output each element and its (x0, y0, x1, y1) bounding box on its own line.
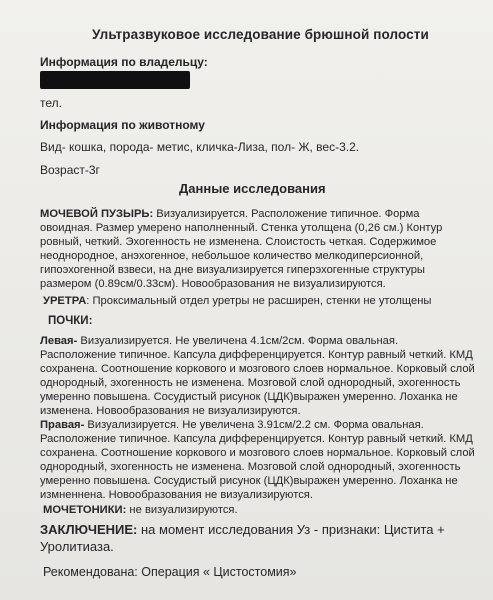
right-kidney-line-1 (40, 419, 424, 432)
left-kidney-line-5: умеренно повышена. Сосудистый рисунок (ЦДК)выражен умеренно. Лоханка не (40, 391, 458, 403)
bladder-line-6: размером (0.89см/0.33см). Новообразования не визуализируются. (40, 278, 386, 290)
animal-age: Возраст-3г (40, 163, 100, 177)
left-kidney-line-1 (40, 335, 398, 348)
right-kidney-text: Визуализируется. Не увеличена 3.91см/2.2 см. Форма овальная. (87, 419, 424, 431)
recommendation-label: Рекомендована: (43, 565, 138, 579)
right-kidney-line-6: измненнена. Новообразования не визуализируются. (40, 489, 313, 501)
redacted-owner-name (40, 71, 190, 89)
conclusion-label: ЗАКЛЮЧЕНИЕ: (40, 522, 138, 537)
bladder-line-2: овоидная. Размер умерено наполненный. Стенка утолщена (0,26 см.) Контур (40, 222, 443, 234)
right-kidney-line-3: сохранена. Соотношение коркового и мозгового слоев нормальное. Корковый слой (40, 447, 475, 459)
recommendation-text: Операция « Цистостомия» (137, 565, 297, 579)
conclusion-text: на момент исследования Уз - признаки: Цистита + (137, 522, 445, 537)
bladder-line-3: ровный, четкий. Эхогенность не изменена. Слоистость четкая. Содержимое (40, 236, 437, 248)
right-kidney-line-5: умеренно повышена. Сосудистый рисунок (ЦДК)выражен умеренно. Лоханка не (40, 475, 458, 487)
bladder-label: МОЧЕВОЙ ПУЗЫРЬ: (40, 208, 154, 220)
conclusion-line-1 (40, 522, 445, 537)
left-kidney-line-2: Расположение типичное. Капсула дифференцируется. Контур равный четкий. КМД (40, 349, 473, 361)
animal-info-heading: Информация по животному (40, 118, 205, 132)
animal-info-text: Вид- кошка, порода- метис, кличка-Лиза, пол- Ж, вес-3.2. (40, 140, 360, 154)
bladder-line-5: гипоэхогенной взвеси, на дне визуализируется гиперэхогенные структуры (40, 264, 425, 276)
recommendation-line (43, 565, 297, 579)
left-kidney-line-4: однородный, эхогенность не изменена. Мозговой слой однородный, эхогенность (40, 377, 461, 389)
right-kidney-label: Правая- (40, 419, 85, 431)
kidneys-heading: ПОЧКИ: (48, 315, 93, 327)
ureters-text: не визуализируются. (126, 504, 238, 516)
left-kidney-label: Левая- (40, 335, 78, 347)
ureters-line (43, 504, 238, 517)
conclusion-line-2: Уролитиаза. (40, 539, 114, 554)
left-kidney-line-6: изменена. Новообразования не визуализируются. (40, 405, 301, 417)
owner-info-heading: Информация по владельцу: (40, 55, 208, 69)
bladder-text: Визуализируется. Расположение типичное. Форма (156, 208, 420, 220)
urethra-text: : Проксимальный отдел уретры не расширен, стенки не утолщены (86, 295, 432, 307)
ureters-label: МОЧЕТОНИКИ: (43, 504, 127, 516)
right-kidney-line-4: однородный, эхогенность не изменена. Мозговой слой однородный, эхогенность (40, 461, 461, 473)
urethra-label: УРЕТРА (43, 295, 87, 307)
document-title: Ультразвуковое исследование брюшной полости (92, 27, 429, 42)
owner-phone-label: тел. (40, 96, 62, 110)
study-data-heading: Данные исследования (179, 181, 326, 196)
bladder-line-1 (40, 208, 420, 221)
right-kidney-line-2: Расположение типичное. Капсула дифференцируется. Контур равный четкий. КМД (40, 433, 473, 445)
urethra-line (43, 295, 431, 308)
left-kidney-text: Визуализируется. Не увеличена 4.1см/2см. Форма овальная. (80, 335, 399, 347)
left-kidney-line-3: сохранена. Соотношение коркового и мозгового слоев нормальное. Корковый слой (40, 363, 475, 375)
bladder-line-4: неоднородное, анэхогенное, небольшое количество мелкодиперсионной, (40, 250, 424, 262)
